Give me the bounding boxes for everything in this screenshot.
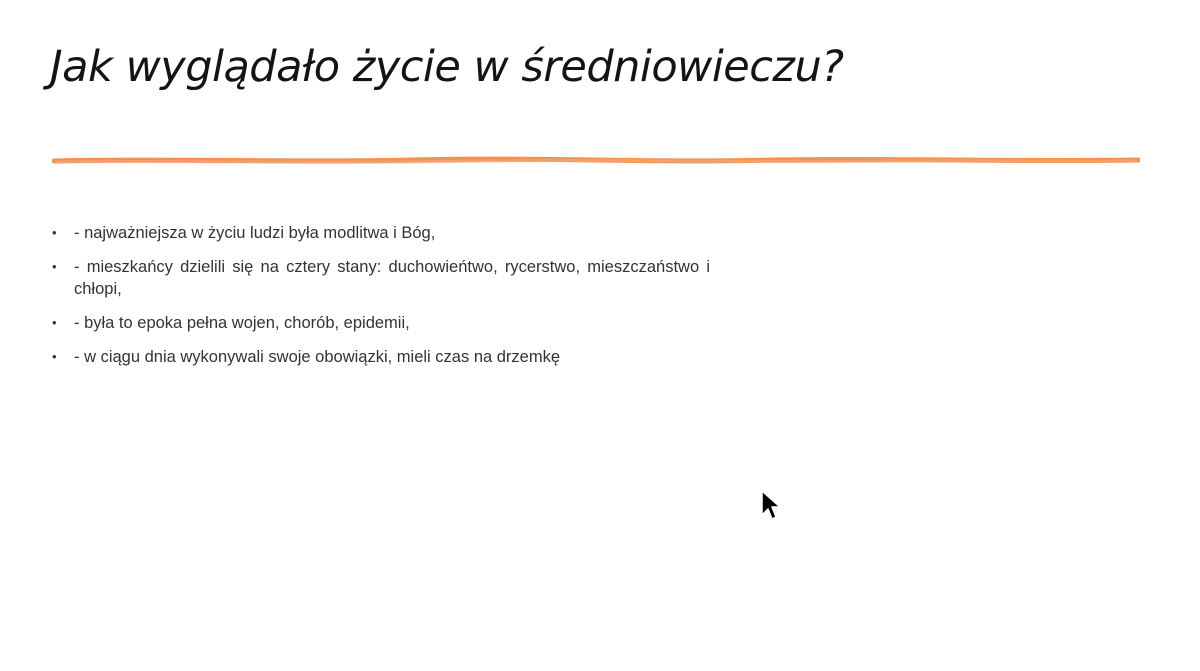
bullet-text: - mieszkańcy dzielili się na cztery stany: duchowieńtwo, rycerstwo, mieszczaństwo i chłopi, (74, 258, 710, 298)
bullet-item (50, 222, 710, 244)
bullet-item (50, 312, 710, 334)
bullet-dot: • (52, 349, 57, 364)
bullet-text: - była to epoka pełna wojen, chorób, epidemii, (74, 314, 410, 332)
bullet-item (50, 346, 710, 368)
bullet-text: - w ciągu dnia wykonywali swoje obowiązki, mieli czas na drzemkę (74, 348, 561, 366)
bullet-dot: • (52, 259, 57, 274)
mouse-pointer-icon (760, 489, 780, 521)
bullet-list (50, 222, 710, 380)
bullet-dot: • (52, 225, 57, 240)
slide-title: Jak wyglądało życie w średniowieczu? (50, 42, 844, 92)
title-underline (52, 153, 1140, 169)
bullet-item (50, 256, 710, 300)
bullet-dot: • (52, 315, 57, 330)
bullet-text: - najważniejsza w życiu ludzi była modlitwa i Bóg, (74, 224, 436, 242)
